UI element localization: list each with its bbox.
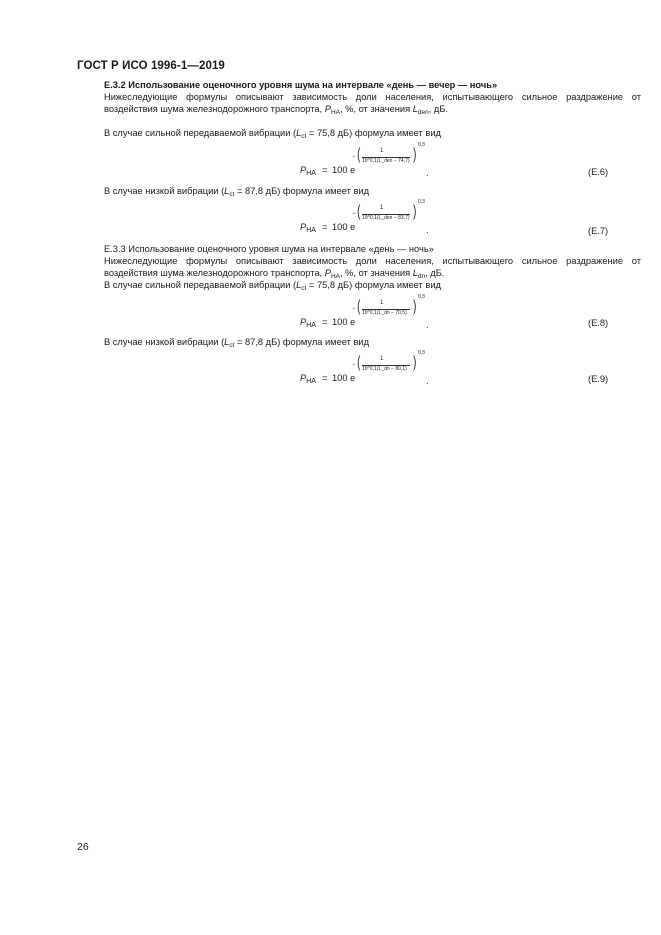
formula-period: . xyxy=(426,168,429,178)
text-run: , дБ. xyxy=(428,104,449,115)
formula-e8 xyxy=(300,294,480,340)
fraction-numerator: 1 xyxy=(380,148,384,154)
formula-e7 xyxy=(300,199,480,245)
paragraph-e32-strong xyxy=(77,127,641,139)
text-run: Нижеследующие формулы описывают зависимость доли населения, испытывающего сильное раздражение от воздействия шума железнодорожного транспорта, xyxy=(104,92,641,115)
formula-e9 xyxy=(300,350,480,396)
subscript: dn xyxy=(417,273,426,281)
formula-period: . xyxy=(426,320,429,330)
symbol: L xyxy=(296,280,302,290)
text-run: В случае сильной передаваемой вибрации ( xyxy=(104,280,297,290)
formula-lhs: $P_{HA}$ xyxy=(300,165,316,177)
fraction-numerator: 1 xyxy=(380,356,384,362)
minus-sign: − xyxy=(352,211,356,217)
symbol: P xyxy=(324,268,331,279)
paragraph-e33-strong xyxy=(77,279,641,291)
formula-exponent xyxy=(352,199,425,233)
text-run: = 87,8 дБ) формула имеет вид xyxy=(234,337,370,347)
formula-coefficient: 100 e xyxy=(332,317,356,327)
power: 0,3 xyxy=(418,142,425,148)
minus-sign: − xyxy=(352,362,356,368)
paragraph-e32-intro xyxy=(77,91,641,115)
left-bracket: ( xyxy=(357,146,361,163)
equals-sign: = xyxy=(322,373,328,383)
subscript: ct xyxy=(301,285,307,292)
text-run: В случае низкой вибрации ( xyxy=(104,186,225,196)
text-run: , дБ. xyxy=(425,268,445,279)
formula-exponent xyxy=(352,294,425,328)
formula-lhs: $P_{HA}$ xyxy=(300,222,316,234)
symbol: P xyxy=(324,104,331,115)
fraction-denominator: 10^0,1(L_den − 74,7) xyxy=(362,158,410,164)
formula-coefficient: 100 e xyxy=(332,165,356,175)
symbol: L xyxy=(412,104,418,115)
right-bracket: ) xyxy=(413,354,417,371)
equals-sign: = xyxy=(322,317,328,327)
subscript: den xyxy=(417,109,429,117)
text-run: = 75,8 дБ) формула имеет вид xyxy=(306,128,441,138)
formula-coefficient: 100 e xyxy=(332,373,356,383)
fraction-denominator: 10^0,1(L_dn − 70,5) xyxy=(362,310,407,316)
document-header: ГОСТ Р ИСО 1996-1—2019 xyxy=(77,60,225,72)
formula-lhs: $P_{HA}$ xyxy=(300,317,316,329)
minus-sign: − xyxy=(352,306,356,312)
page-number: 26 xyxy=(77,841,89,853)
subscript: HA xyxy=(330,273,340,281)
left-bracket: ( xyxy=(357,298,361,315)
right-bracket: ) xyxy=(413,146,417,163)
right-bracket: ) xyxy=(413,298,417,315)
fraction-denominator: 10^0,1(L_dn − 80,1) xyxy=(362,366,407,372)
formula-number: (E.7) xyxy=(588,226,609,236)
subscript: ct xyxy=(301,133,307,140)
formula-exponent xyxy=(352,142,425,176)
fraction-numerator: 1 xyxy=(380,300,384,306)
formula-number: (E.9) xyxy=(588,374,609,384)
text-run: = 87,8 дБ) формула имеет вид xyxy=(234,186,370,196)
section-heading-e33: E.3.3 Использование оценочного уровня шума на интервале «день — ночь» xyxy=(104,244,434,254)
formula-exponent xyxy=(352,350,425,384)
formula-number: (E.8) xyxy=(588,318,609,328)
text-run: , %, от значения xyxy=(339,104,413,115)
power: 0,3 xyxy=(418,199,425,205)
text-run: В случае низкой вибрации ( xyxy=(104,337,225,347)
equals-sign: = xyxy=(322,222,328,232)
power: 0,3 xyxy=(418,350,425,356)
text-run: В случае сильной передаваемой вибрации ( xyxy=(104,128,297,138)
formula-period: . xyxy=(426,376,429,386)
formula-number: (E.6) xyxy=(588,167,609,177)
formula-lhs: $P_{HA}$ xyxy=(300,373,316,385)
subscript: HA xyxy=(330,109,340,117)
minus-sign: − xyxy=(352,154,356,160)
paragraph-e32-low xyxy=(77,185,641,197)
power: 0,3 xyxy=(418,294,425,300)
text-run: , %, от значения xyxy=(339,268,413,279)
symbol: L xyxy=(412,268,418,279)
formula-e6 xyxy=(300,142,480,188)
section-heading-e32 xyxy=(77,79,641,91)
right-bracket: ) xyxy=(413,203,417,220)
paragraph-e33-low xyxy=(77,336,641,348)
formula-coefficient: 100 e xyxy=(332,222,356,232)
section-number: E.3.2 xyxy=(104,80,126,90)
formula-period: . xyxy=(426,225,429,235)
symbol: L xyxy=(224,186,230,196)
left-bracket: ( xyxy=(357,203,361,220)
section-title: Использование оценочного уровня шума на интервале «день — вечер — ночь» xyxy=(125,80,498,90)
text-run: = 75,8 дБ) формула имеет вид xyxy=(306,280,441,290)
text-run: Нижеследующие формулы описывают зависимость доли населения, испытывающего сильное раздражение от воздействия шума железнодорожного транспорта, xyxy=(104,256,641,279)
subscript: ct xyxy=(229,191,235,198)
symbol: L xyxy=(296,128,302,138)
left-bracket: ( xyxy=(357,354,361,371)
symbol: L xyxy=(224,337,230,347)
fraction-numerator: 1 xyxy=(380,205,384,211)
paragraph-e33-intro xyxy=(77,255,641,279)
equals-sign: = xyxy=(322,165,328,175)
subscript: ct xyxy=(229,342,235,349)
fraction-denominator: 10^0,1(L_den − 83,7) xyxy=(362,215,410,221)
